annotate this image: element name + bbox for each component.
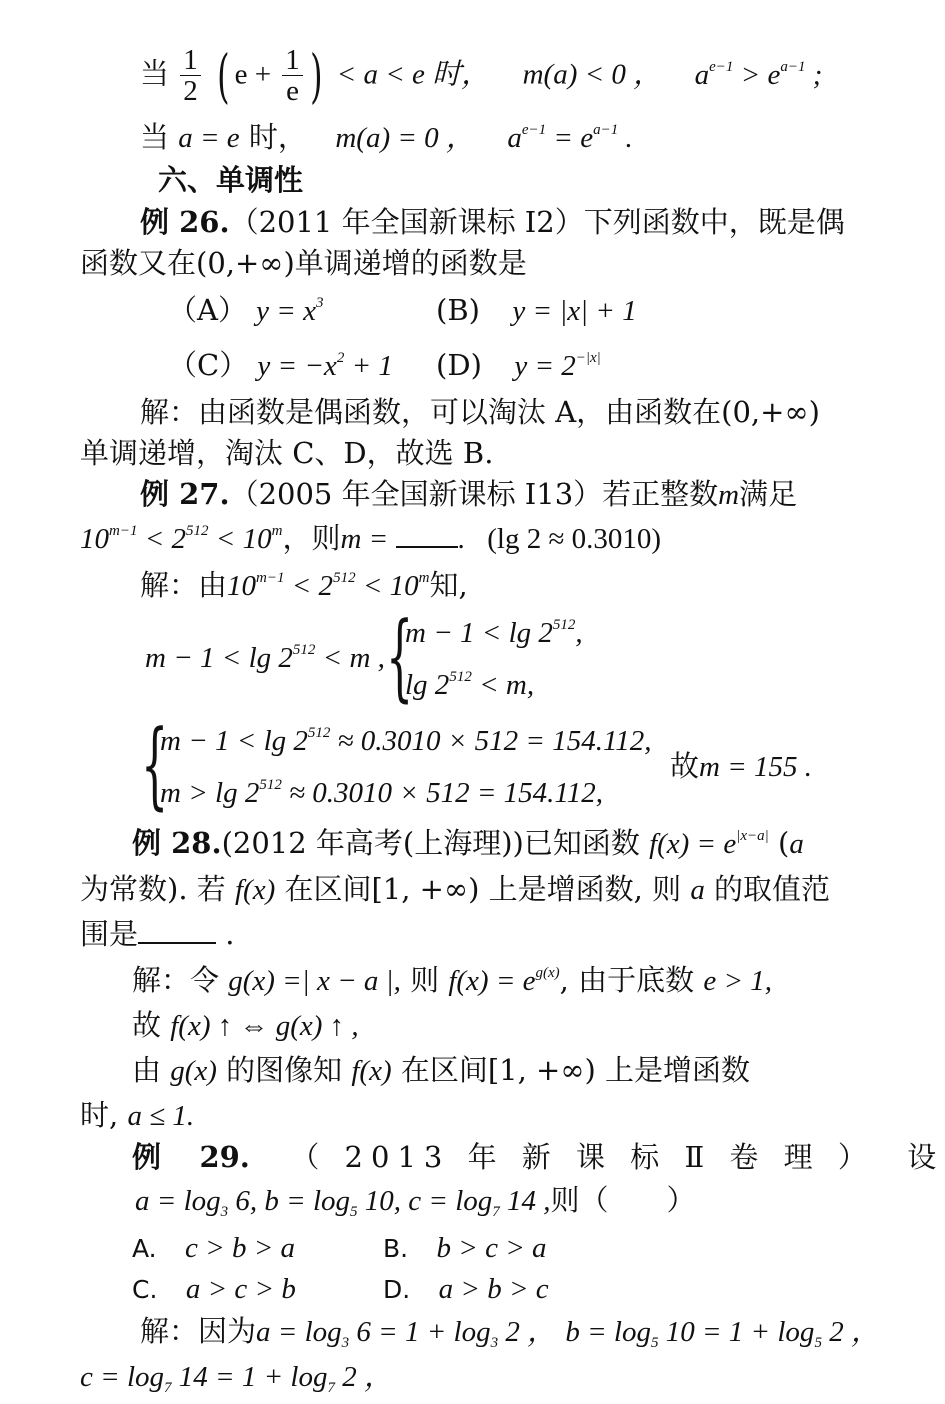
ex27-line-1 — [140, 474, 797, 515]
math: $f(x) = e^{|x-a|}$ — [649, 828, 769, 860]
answer-blank[interactable] — [138, 916, 216, 944]
text: 解：令 — [132, 963, 220, 997]
text: 的取值范 — [714, 872, 831, 906]
math: $a = \log_3 6 = 1 + \log_3 2$ ， — [256, 1316, 557, 1351]
ex26-option-b — [436, 290, 637, 331]
ex28-solution-4 — [80, 1095, 194, 1136]
option-d: $y = 2^{-|x|}$ — [514, 350, 601, 382]
brace-2: { — [141, 710, 169, 820]
math: m(a) < 0 ， — [522, 58, 663, 91]
ex26-option-d — [436, 345, 601, 386]
ex29-solution-1 — [140, 1311, 880, 1352]
math: $a^{e-1} = e^{a-1}$ . — [507, 122, 633, 154]
option-label: B. — [383, 1234, 409, 1263]
ex28-line-1 — [132, 823, 804, 864]
ex29-solution-2: $c = \log_7 14 = 1 + \log_7 2$ ， — [80, 1361, 393, 1396]
ex27-step-1: $m - 1 < \lg 2^{512} < m$ , — [145, 642, 385, 674]
ex29-line-2 — [135, 1180, 696, 1221]
text: ，则 — [282, 521, 341, 555]
ex26-solution-1: 解：由函数是偶函数，可以淘汰 A，由函数在(0,+∞) — [140, 395, 820, 429]
text: 在区间[1, +∞) 上是增函数 — [400, 1053, 751, 1087]
option-label: D. — [383, 1275, 411, 1304]
text: 解：由 — [140, 568, 228, 602]
text: （2011 年全国新课标 I2）下列函数中，既是偶 — [229, 205, 845, 239]
text: (2012 年高考(上海理))已知函数 — [221, 826, 640, 860]
ex29-option-d — [383, 1268, 549, 1310]
answer-blank[interactable] — [396, 520, 458, 548]
text: 则（ ） — [550, 1183, 696, 1217]
ex28-line-3 — [80, 914, 234, 954]
ex27-system-2-row-2: $m > \lg 2^{512} \approx 0.3010 \times 512 = 154.112$, — [160, 777, 603, 809]
ex29-options-row-2 — [132, 1268, 296, 1310]
text: 故 — [132, 1008, 162, 1042]
math: g(x) =| x − a |, — [228, 965, 401, 997]
option-label: （C） — [168, 348, 249, 382]
math: a — [789, 828, 804, 860]
text: . — [216, 917, 235, 951]
math: a — [690, 874, 705, 906]
text: 设 — [907, 1140, 937, 1174]
fraction-one-over-e: $\frac{1}{e}$ — [282, 45, 303, 106]
option-d: a > b > c — [438, 1273, 549, 1305]
math: a = e — [178, 122, 240, 154]
math: $10^{m-1} < 2^{512} < 10^m$ — [80, 523, 283, 555]
option-c: $y = -x^2 + 1$ — [257, 350, 393, 382]
ex27-answer — [670, 746, 812, 787]
fraction-half: $\frac{1}{2}$ — [180, 45, 201, 106]
ex28-solution-2 — [132, 1005, 359, 1046]
ex26-solution-2: 单调递增，淘汰 C、D，故选 B. — [80, 436, 494, 470]
text: 当 — [140, 120, 170, 154]
ex27-line-2 — [80, 518, 661, 559]
ex28-line-2 — [80, 869, 830, 910]
example-label: 例 27. — [140, 477, 230, 511]
text: 时, — [80, 1098, 119, 1132]
text: ( — [778, 826, 790, 860]
ex27-system-1-row-2: $\lg 2^{512} < m$, — [405, 669, 535, 701]
math: < a < e 时， — [336, 58, 491, 91]
text: , 由于底数 — [559, 963, 695, 997]
text: 在区间[1, +∞) 上是增函数, 则 — [284, 872, 682, 906]
text: （ 2013 年 新 课 标 Ⅱ 卷 理 ） — [290, 1140, 875, 1174]
text: 满足 — [739, 477, 798, 511]
text: 为常数). 若 — [80, 872, 226, 906]
ex26-line-1 — [140, 202, 845, 242]
ex26-options-row-1 — [168, 290, 323, 331]
math: m = 155 . — [699, 751, 813, 783]
text: 由 — [132, 1053, 162, 1087]
option-label: (D) — [436, 348, 482, 382]
line-1 — [140, 41, 823, 110]
math: m = — [340, 523, 389, 555]
text: 围是 — [80, 917, 139, 951]
math: $a^{e-1} > e^{a-1}$ ; — [694, 58, 823, 91]
text: . — [457, 523, 465, 555]
option-c: a > c > b — [185, 1273, 296, 1305]
math: $10^{m-1} < 2^{512} < 10^m$ — [227, 570, 430, 602]
option-b: b > c > a — [436, 1232, 547, 1264]
line-2 — [140, 117, 633, 158]
brace-1: { — [386, 602, 414, 712]
math: f(x) — [234, 874, 276, 906]
ex28-solution-1 — [132, 960, 772, 1001]
option-label: (B) — [436, 293, 480, 327]
ex27-solution-1 — [140, 565, 468, 606]
ex28-solution-3 — [132, 1050, 750, 1091]
math: m(a) = 0 ， — [335, 122, 475, 154]
text: 知, — [429, 568, 468, 602]
ex29-option-b — [383, 1227, 547, 1269]
text: 解：因为 — [140, 1314, 257, 1348]
text: 当 — [140, 56, 170, 91]
ex26-line-2: 函数又在(0,+∞)单调递增的函数是 — [80, 246, 527, 280]
math: m — [718, 479, 740, 511]
example-number: 29. — [199, 1140, 250, 1174]
example-label: 例 — [132, 1140, 162, 1174]
text: 故 — [670, 749, 700, 783]
text: 的图像知 — [226, 1053, 343, 1087]
paren-close: ) — [309, 41, 323, 110]
math: g(x) — [170, 1055, 217, 1087]
option-a: $y = x^3$ — [256, 295, 324, 327]
option-label: （A） — [168, 293, 247, 327]
ex27-system-1-row-1: $m - 1 < \lg 2^{512}$, — [405, 617, 583, 649]
text: （2005 年全国新课标 I13）若正整数 — [229, 477, 719, 511]
math: f(x) ↑ ⇔ g(x) ↑ , — [170, 1010, 359, 1042]
math: f(x) — [351, 1055, 392, 1087]
hint: (lg 2 ≈ 0.3010) — [487, 523, 662, 555]
ex27-system-2-row-1: $m - 1 < \lg 2^{512} \approx 0.3010 \times 512 = 154.112$, — [160, 725, 652, 757]
section-heading: 六、单调性 — [158, 163, 304, 197]
text: 时， — [248, 120, 307, 154]
example-label: 例 26. — [140, 205, 230, 239]
math: e + — [234, 58, 272, 91]
example-label: 例 28. — [132, 826, 222, 860]
math: a ≤ 1. — [127, 1100, 195, 1132]
option-a: c > b > a — [185, 1232, 296, 1264]
ex29-line-1 — [132, 1137, 936, 1177]
option-label: A. — [132, 1234, 157, 1263]
ex29-options-row-1 — [132, 1227, 295, 1269]
ex26-options-row-2 — [168, 345, 393, 386]
math: $b = \log_5 10 = 1 + \log_5 2$ ， — [565, 1316, 880, 1351]
option-b: y = |x| + 1 — [512, 295, 637, 327]
math: $a = \log_3 6$, $b = \log_5 10$, $c = \log_7 14$ , — [135, 1185, 551, 1220]
option-label: C. — [132, 1275, 158, 1304]
paren-open: ( — [217, 41, 230, 110]
math: $f(x) = e^{g(x)}$ — [448, 965, 560, 997]
text: 则 — [410, 963, 440, 997]
math: e > 1, — [703, 965, 773, 997]
